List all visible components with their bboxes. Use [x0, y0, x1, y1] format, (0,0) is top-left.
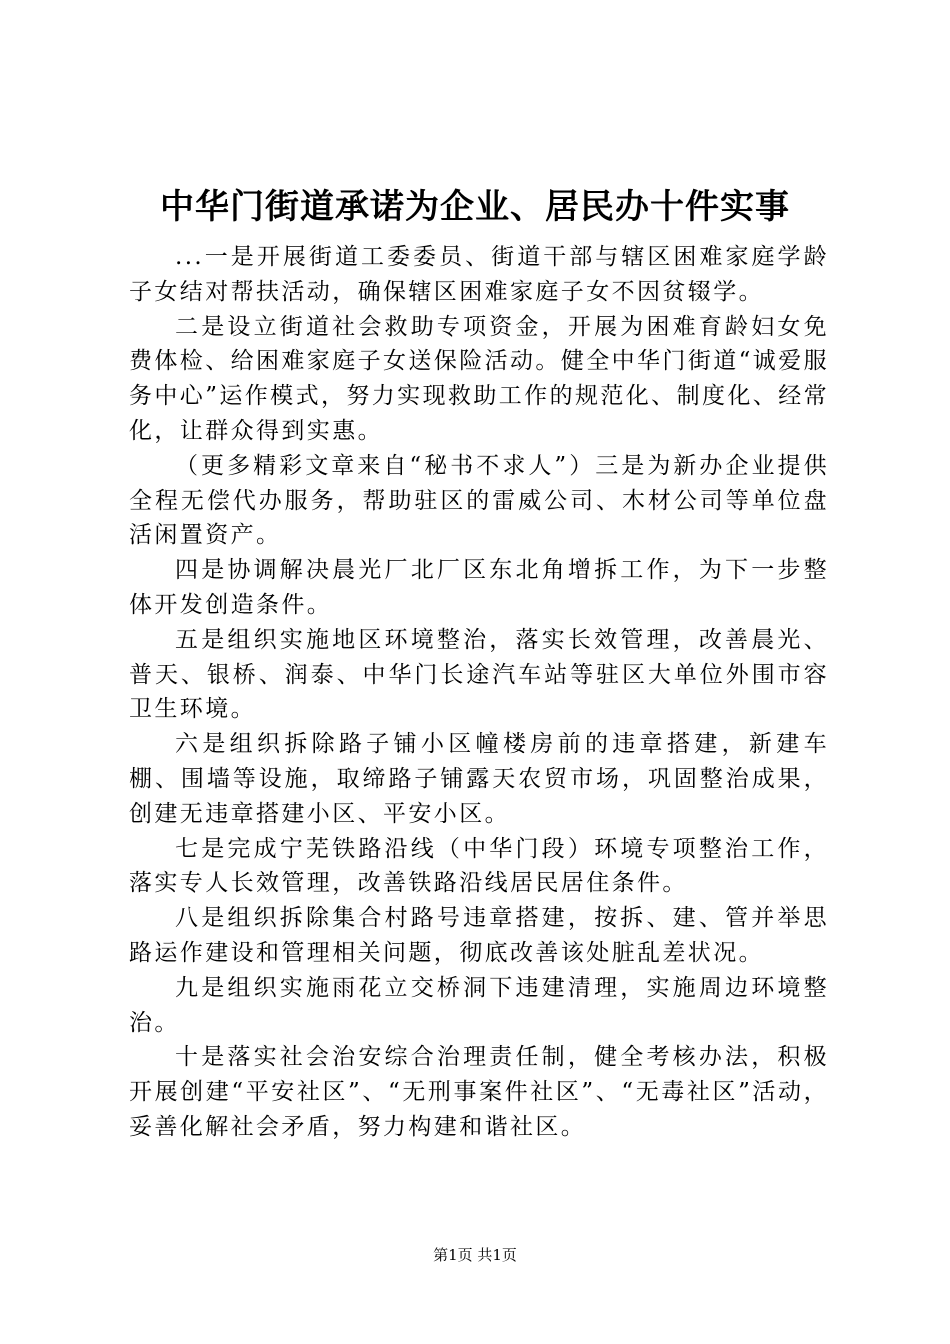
- document-title: 中华门街道承诺为企业、居民办十件实事: [160, 187, 790, 227]
- paragraph-3: （更多精彩文章来自“秘书不求人”）三是为新办企业提供全程无偿代办服务，帮助驻区的雷威公司、木材公司等单位盘活闲置资产。: [129, 452, 829, 549]
- page-footer: 第1页 共1页: [433, 1246, 517, 1264]
- paragraph-4: 四是协调解决晨光厂北厂区东北角增拆工作，为下一步整体开发创造条件。: [129, 557, 829, 618]
- paragraph-10: 十是落实社会治安综合治理责任制，健全考核办法，积极开展创建“平安社区”、“无刑事案件社区”、“无毒社区”活动，妥善化解社会矛盾，努力构建和谐社区。: [129, 1044, 829, 1140]
- document-body: [129, 240, 829, 1145]
- paragraph-5: 五是组织实施地区环境整治，落实长效管理，改善晨光、普天、银桥、润泰、中华门长途汽车站等驻区大单位外围市容卫生环境。: [129, 626, 829, 723]
- paragraph-8: 八是组织拆除集合村路号违章搭建，按拆、建、管并举思路运作建设和管理相关问题，彻底改善该处脏乱差状况。: [129, 905, 829, 966]
- paragraph-2: 二是设立街道社会救助专项资金，开展为困难育龄妇女免费体检、给困难家庭子女送保险活动。健全中华门街道“诚爱服务中心”运作模式，努力实现救助工作的规范化、制度化、经常化，让群众得到实惠。: [129, 313, 829, 444]
- paragraph-6: 六是组织拆除路子铺小区幢楼房前的违章搭建，新建车棚、围墙等设施，取缔路子铺露天农贸市场，巩固整治成果，创建无违章搭建小区、平安小区。: [129, 731, 829, 827]
- paragraph-9: 九是组织实施雨花立交桥洞下违建清理，实施周边环境整治。: [129, 974, 829, 1036]
- paragraph-1: ...一是开展街道工委委员、街道干部与辖区困难家庭学龄子女结对帮扶活动，确保辖区困难家庭子女不因贫辍学。: [129, 244, 829, 305]
- paragraph-7: 七是完成宁芜铁路沿线（中华门段）环境专项整治工作，落实专人长效管理，改善铁路沿线居民居住条件。: [129, 835, 829, 897]
